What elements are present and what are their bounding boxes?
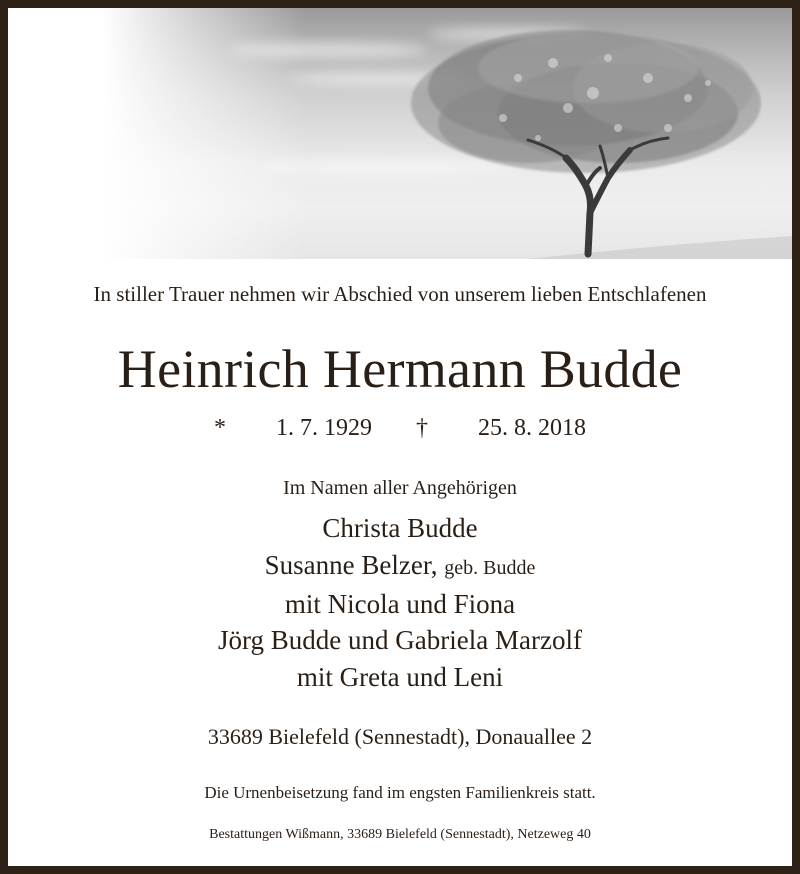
burial-note: Die Urnenbeisetzung fand im engsten Familienkreis statt. [204,783,596,802]
death-date-value: 25. 8. 2018 [478,415,586,441]
mourner-line [8,662,792,693]
birth-date-value: 1. 7. 1929 [276,415,372,441]
deceased-name: Heinrich Hermann Budde [117,339,683,399]
mourner-line [8,589,792,620]
mourner-name: Christa Budde [322,513,478,543]
mourner-name: Susanne Belzer, [264,550,438,580]
mourner-note: geb. Budde [444,557,536,579]
cross-icon: † [416,415,428,441]
mourner-line [8,513,792,544]
mourner-line [8,550,792,581]
signed-by-intro: Im Namen aller Angehörigen [283,477,517,499]
life-dates [8,415,792,442]
intro-text: In stiller Trauer nehmen wir Abschied von unserem lieben Entschlafenen [93,282,707,306]
death-date [416,415,586,441]
birth-date [214,415,372,441]
family-address: 33689 Bielefeld (Sennestadt), Donauallee 2 [207,724,593,749]
mourner-line [8,625,792,656]
mourner-name: Jörg Budde und Gabriela Marzolf [218,625,582,655]
star-icon: * [214,415,226,441]
tree-icon [8,8,792,259]
tree-landscape-photo [8,8,792,259]
mourner-name: mit Greta und Leni [296,662,504,692]
undertaker-info: Bestattungen Wißmann, 33689 Bielefeld (Sennestadt), Netzeweg 40 [209,827,591,842]
mourner-name: mit Nicola und Fiona [284,589,516,619]
